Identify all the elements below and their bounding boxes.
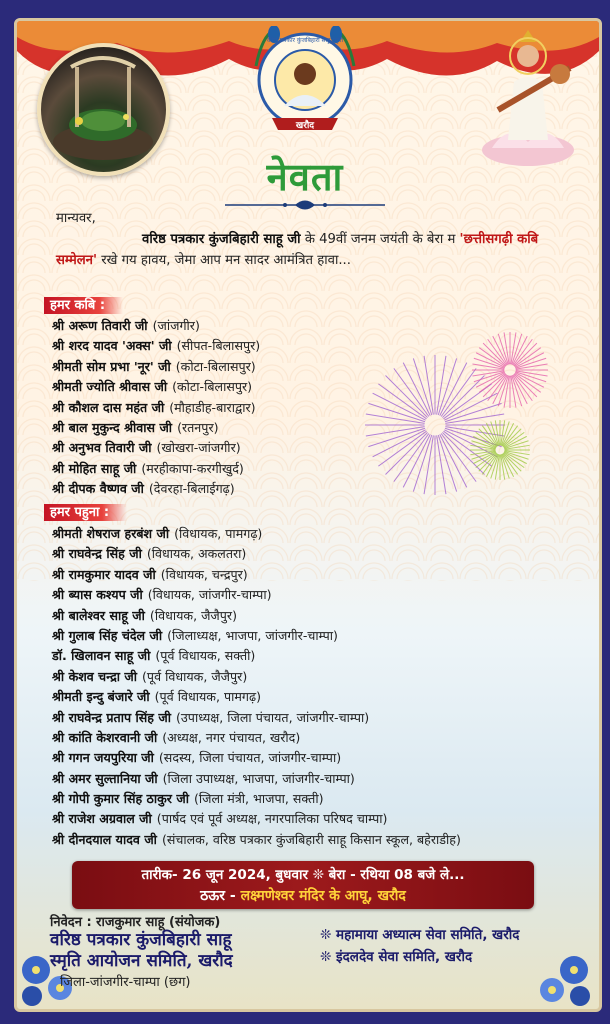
invite-by: निवेदन : राजकुमार साहू (संयोजक) bbox=[50, 915, 221, 930]
person-name: श्री बालेश्वर साहू जी bbox=[52, 607, 145, 623]
supporter-2: ❊ इंदलदेव सेवा समिति, खरौद bbox=[320, 949, 473, 965]
person-name: श्री केशव चन्द्रा जी bbox=[52, 668, 138, 684]
person-name: श्री दीनदयाल यादव जी bbox=[52, 831, 157, 847]
honoree-name: वरिष्ठ पत्रकार कुंजबिहारी साहू जी bbox=[142, 232, 301, 247]
list-item bbox=[52, 646, 461, 666]
poets-list bbox=[52, 316, 260, 500]
venue-line bbox=[72, 886, 534, 905]
list-item bbox=[52, 357, 260, 377]
person-detail: (अध्यक्ष, नगर पंचायत, खरौद) bbox=[162, 729, 301, 745]
person-name: श्री राघवेन्द्र प्रताप सिंह जी bbox=[52, 709, 171, 725]
person-name: श्री अमर सुल्तानिया जी bbox=[52, 770, 158, 786]
list-item bbox=[52, 585, 461, 605]
list-item bbox=[52, 789, 461, 809]
poets-heading: हमर कबि : bbox=[44, 297, 123, 314]
emblem-ring-text: वरिष्ठ पत्रकार कुंजबिहारी साहू स्मृति bbox=[266, 37, 344, 44]
list-item bbox=[52, 544, 461, 564]
list-item bbox=[52, 606, 461, 626]
list-item bbox=[52, 728, 461, 748]
list-item bbox=[52, 438, 260, 458]
organizer-line-2: स्मृति आयोजन समिति, खरौद bbox=[50, 951, 233, 971]
person-detail: (कोटा-बिलासपुर) bbox=[172, 379, 253, 395]
person-detail: (पूर्व विधायक, जैजैपुर) bbox=[142, 668, 248, 684]
person-detail: (विधायक, पामगढ़) bbox=[174, 526, 263, 541]
person-detail: (कोटा-बिलासपुर) bbox=[175, 358, 256, 374]
person-detail: (विधायक, जांजगीर-चाम्पा) bbox=[147, 587, 272, 603]
intro-text-b: रखे गय हावय, जेमा आप मन सादर आमंत्रित हावा... bbox=[101, 253, 351, 268]
list-item bbox=[52, 418, 260, 438]
person-detail: (विधायक, अकलतरा) bbox=[146, 546, 247, 562]
person-name: श्री कौशल दास महंत जी bbox=[52, 399, 165, 415]
page-title: नेवता bbox=[266, 154, 344, 199]
greeting: मान्यवर, bbox=[56, 211, 96, 226]
person-name: श्री शरद यादव 'अक्स' जी bbox=[52, 338, 172, 354]
person-detail: (संचालक, वरिष्ठ पत्रकार कुंजबिहारी साहू किसान स्कूल, बहेराडीह) bbox=[161, 831, 461, 847]
person-detail: (पूर्व विधायक, सक्ती) bbox=[155, 648, 256, 664]
list-item bbox=[52, 708, 461, 728]
person-name: डॉ. खिलावन साहू जी bbox=[52, 648, 151, 664]
list-item bbox=[52, 316, 260, 336]
person-detail: (सदस्य, जिला पंचायत, जांजगीर-चाम्पा) bbox=[158, 750, 342, 766]
list-item bbox=[52, 459, 260, 479]
person-detail: (मौहाडीह-बाराद्वार) bbox=[169, 399, 256, 415]
list-item bbox=[52, 479, 260, 499]
person-detail: (विधायक, चन्द्रपुर) bbox=[160, 566, 248, 582]
event-name: 'छत्तीसगढ़ी कबि सम्मेलन' bbox=[56, 232, 539, 268]
person-detail: (सीपत-बिलासपुर) bbox=[176, 338, 261, 354]
list-item bbox=[52, 769, 461, 789]
list-item bbox=[52, 809, 461, 829]
venue-name: लक्ष्मणेश्वर मंदिर के आघू, खरौद bbox=[240, 888, 406, 904]
list-item bbox=[52, 336, 260, 356]
person-detail: (देवरहा-बिलाईगढ़) bbox=[148, 481, 235, 497]
person-detail: (खोखरा-जांजगीर) bbox=[156, 440, 241, 456]
organizer-line-3: जिला-जांजगीर-चाम्पा (छग) bbox=[60, 975, 191, 990]
intro-text-a: के 49वीं जनम जयंती के बेरा म bbox=[304, 232, 456, 247]
organizer-line-1: वरिष्ठ पत्रकार कुंजबिहारी साहू bbox=[50, 930, 232, 950]
person-name: श्री अनुभव तिवारी जी bbox=[52, 440, 152, 456]
person-name: श्री गुलाब सिंह चंदेल जी bbox=[52, 627, 163, 643]
person-name: श्री राघवेन्द्र सिंह जी bbox=[52, 546, 142, 562]
list-item bbox=[52, 398, 260, 418]
person-name: श्रीमती ज्योति श्रीवास जी bbox=[52, 379, 168, 395]
person-detail: (उपाध्यक्ष, जिला पंचायत, जांजगीर-चाम्पा) bbox=[175, 709, 370, 725]
person-detail: (जांजगीर) bbox=[152, 318, 200, 333]
person-name: श्री गगन जयपुरिया जी bbox=[52, 750, 154, 766]
person-name: श्रीमती इन्दु बंजारे जी bbox=[52, 689, 150, 705]
person-detail: (पार्षद एवं पूर्व अध्यक्ष, नगरपालिका परिषद चाम्पा) bbox=[156, 811, 388, 827]
person-name: श्री राजेश अग्रवाल जी bbox=[52, 811, 152, 827]
emblem-ribbon-text: खरौद bbox=[295, 121, 315, 131]
list-item bbox=[52, 626, 461, 646]
firework-decoration bbox=[350, 320, 550, 520]
person-detail: (विधायक, जैजैपुर) bbox=[149, 607, 237, 623]
person-name: श्री रामकुमार यादव जी bbox=[52, 566, 156, 582]
person-detail: (जिलाध्यक्ष, भाजपा, जांजगीर-चाम्पा) bbox=[167, 627, 338, 643]
guests-heading: हमर पहुना : bbox=[44, 504, 127, 521]
list-item bbox=[52, 565, 461, 585]
list-item bbox=[52, 748, 461, 768]
list-item bbox=[52, 830, 461, 850]
person-name: श्री कांति केशरवानी जी bbox=[52, 729, 158, 745]
person-detail: (मरहीकापा-करगीखुर्द) bbox=[141, 460, 244, 476]
person-name: श्री ब्यास कश्यप जी bbox=[52, 587, 143, 603]
person-name: श्री अरूण तिवारी जी bbox=[52, 318, 148, 333]
venue-prefix: ठऊर - bbox=[200, 888, 241, 904]
person-name: श्रीमती सोम प्रभा 'नूर' जी bbox=[52, 358, 171, 374]
person-name: श्री बाल मुकुन्द श्रीवास जी bbox=[52, 419, 173, 435]
supporter-1: ❊ महामाया अध्यात्म सेवा समिति, खरौद bbox=[320, 927, 520, 943]
person-detail: (पूर्व विधायक, पामगढ़) bbox=[154, 689, 261, 705]
event-info-bar bbox=[72, 861, 534, 909]
person-name: श्रीमती शेषराज हरबंश जी bbox=[52, 526, 170, 541]
person-detail: (रतनपुर) bbox=[177, 419, 219, 435]
list-item bbox=[52, 524, 461, 544]
person-name: श्री गोपी कुमार सिंह ठाकुर जी bbox=[52, 791, 189, 807]
list-item bbox=[52, 687, 461, 707]
guests-list bbox=[52, 524, 461, 850]
person-detail: (जिला उपाध्यक्ष, भाजपा, जांजगीर-चाम्पा) bbox=[162, 770, 355, 786]
invitation-intro bbox=[56, 208, 556, 271]
list-item bbox=[52, 377, 260, 397]
organizer-block bbox=[50, 912, 320, 990]
supporters-block bbox=[320, 924, 590, 968]
date-time-line: तारीक- 26 जून 2024, बुधवार ❊ बेरा - रथिया 08 बजे ले... bbox=[141, 867, 465, 883]
person-detail: (जिला मंत्री, भाजपा, सक्ती) bbox=[193, 791, 324, 807]
person-name: श्री दीपक वैष्णव जी bbox=[52, 481, 144, 497]
person-name: श्री मोहित साहू जी bbox=[52, 460, 137, 476]
list-item bbox=[52, 667, 461, 687]
